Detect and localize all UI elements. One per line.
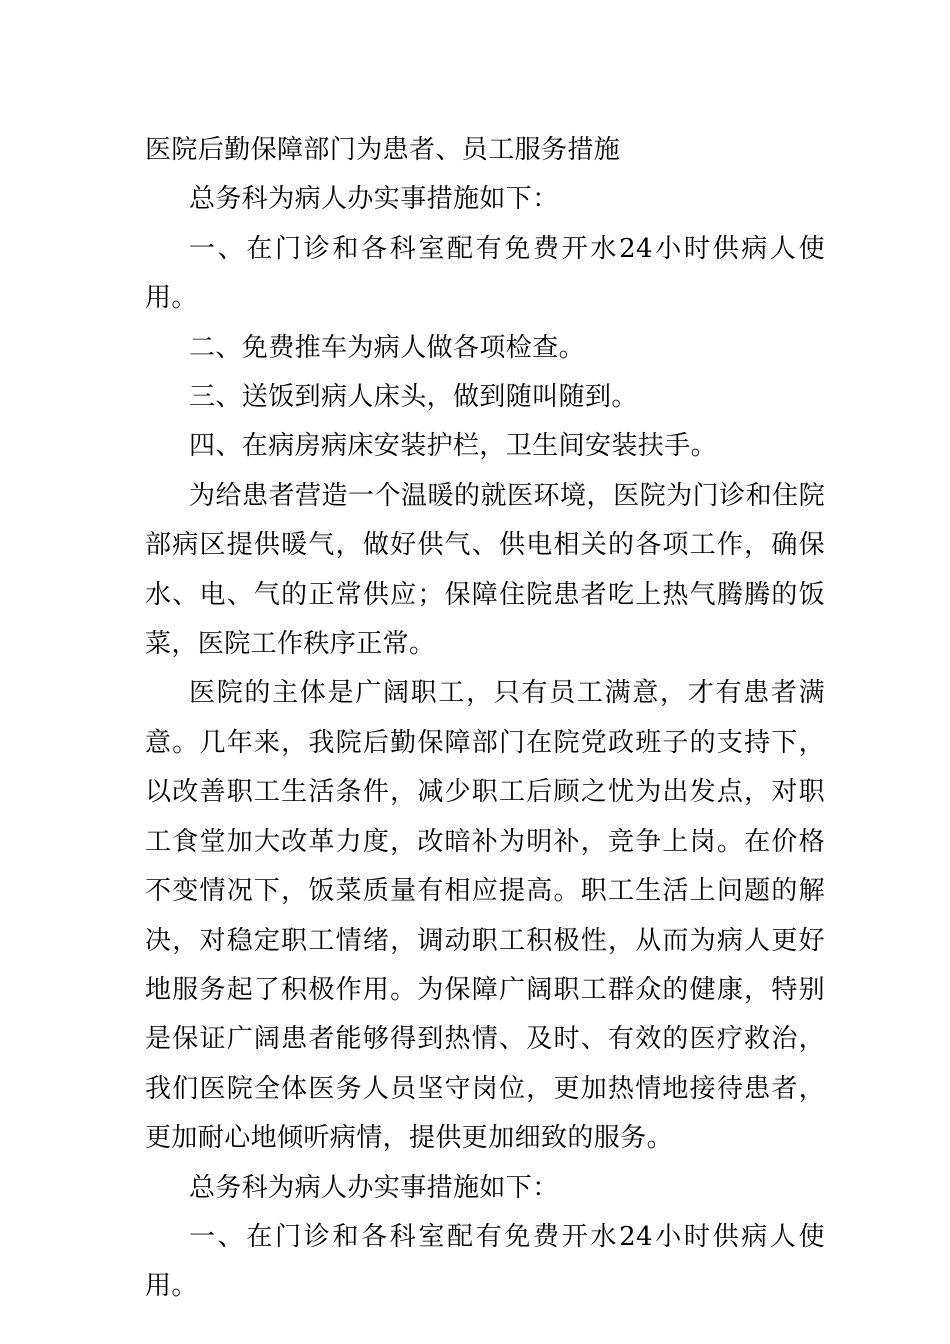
paragraph-item-2: 二、免费推车为病人做各项检查。 xyxy=(189,332,586,363)
paragraph-item-1-repeat: 一、在门诊和各科室配有免费开水24小时供病人使用。 xyxy=(145,1221,825,1302)
paragraph-staff: 医院的主体是广阔职工，只有员工满意，才有患者满意。几年来，我院后勤保障部门在院党政班子的支持下，以改善职工生活条件，减少职工后顾之忧为出发点，对职工食堂加大改革力度，改暗补为明补，竞争上岗。在价格不变情况下，饭菜质量有相应提高。职工生活上问题的解决，对稳定职工情绪，调动职工积极性，从而为病人更好地服务起了积极作用。为保障广阔职工群众的健康，特别是保证广阔患者能够得到热情、及时、有效的医疗救治，我们医院全体医务人员坚守岗位，更加热情地接待患者，更加耐心地倾听病情，提供更加细致的服务。 xyxy=(145,678,825,1154)
paragraph-environment: 为给患者营造一个温暖的就医环境，医院为门诊和住院部病区提供暖气，做好供气、供电相关的各项工作，确保水、电、气的正常供应；保障住院患者吃上热气腾腾的饭菜，医院工作秩序正常。 xyxy=(145,480,825,660)
document-body xyxy=(145,126,825,1312)
document-title: 医院后勤保障部门为患者、员工服务措施 xyxy=(145,135,621,165)
paragraph-item-3: 三、送饭到病人床头，做到随叫随到。 xyxy=(189,382,638,413)
paragraph-item-4: 四、在病房病床安装护栏，卫生间安装扶手。 xyxy=(189,431,718,462)
paragraph-intro-repeat: 总务科为病人办实事措施如下： xyxy=(189,1172,559,1203)
paragraph-item-1: 一、在门诊和各科室配有免费开水24小时供病人使用。 xyxy=(145,233,825,314)
paragraph-intro: 总务科为病人办实事措施如下： xyxy=(189,184,559,215)
